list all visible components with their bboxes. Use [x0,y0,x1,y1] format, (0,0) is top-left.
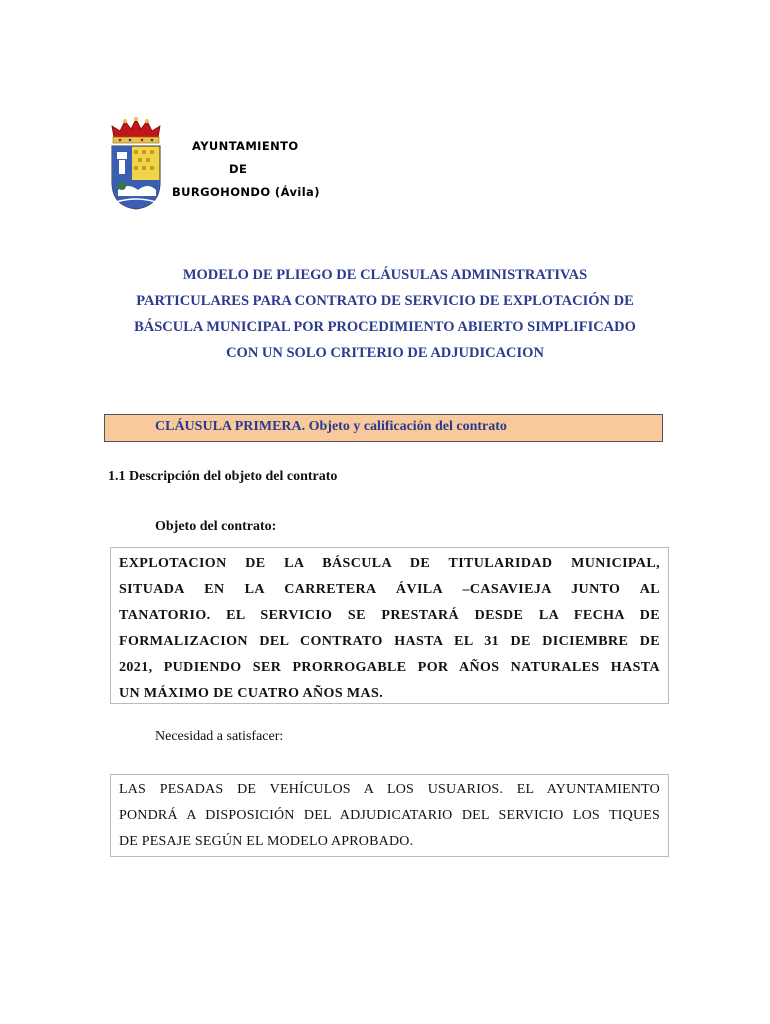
need-label: Necesidad a satisfacer: [155,729,284,744]
object-line: SITUADA EN LA CARRETERA ÁVILA –CASAVIEJA JUNTO AL [119,582,660,597]
need-description-box [110,774,669,857]
object-line: EXPLOTACION DE LA BÁSCULA DE TITULARIDAD MUNICIPAL, [119,556,660,571]
need-line: LAS PESADAS DE VEHÍCULOS A LOS USUARIOS. EL AYUNTAMIENTO [119,782,660,797]
coat-of-arms-icon [108,116,164,212]
document-title [100,262,670,366]
object-line: FORMALIZACION DEL CONTRATO HASTA EL 31 DE DICIEMBRE DE [119,634,660,649]
title-line-3: BÁSCULA MUNICIPAL POR PROCEDIMIENTO ABIERTO SIMPLIFICADO [134,319,636,335]
object-line: UN MÁXIMO DE CUATRO AÑOS MAS. [119,686,384,701]
org-line-de: DE [229,162,248,176]
clause-heading: CLÁUSULA PRIMERA. Objeto y calificación del contrato [155,419,507,434]
object-label: Objeto del contrato: [155,519,277,534]
object-line: 2021, PUDIENDO SER PRORROGABLE POR AÑOS NATURALES HASTA [119,660,660,675]
need-line: PONDRÁ A DISPOSICIÓN DEL ADJUDICATARIO DEL SERVICIO LOS TIQUES [119,808,660,823]
object-description-box [110,547,669,704]
title-line-1: MODELO DE PLIEGO DE CLÁUSULAS ADMINISTRATIVAS [182,267,588,283]
org-line-burgohondo: BURGOHONDO (Ávila) [172,185,320,199]
org-line-ayuntamiento: AYUNTAMIENTO [192,139,299,153]
clause-heading-box [104,414,663,442]
title-line-4: CON UN SOLO CRITERIO DE ADJUDICACION [226,345,544,361]
title-line-2: PARTICULARES PARA CONTRATO DE SERVICIO DE EXPLOTACIÓN DE [136,293,634,309]
section-subheading: 1.1 Descripción del objeto del contrato [108,469,338,484]
object-line: TANATORIO. EL SERVICIO SE PRESTARÁ DESDE LA FECHA DE [119,608,660,623]
municipality-header [172,138,342,207]
need-line: DE PESAJE SEGÚN EL MODELO APROBADO. [119,834,414,849]
